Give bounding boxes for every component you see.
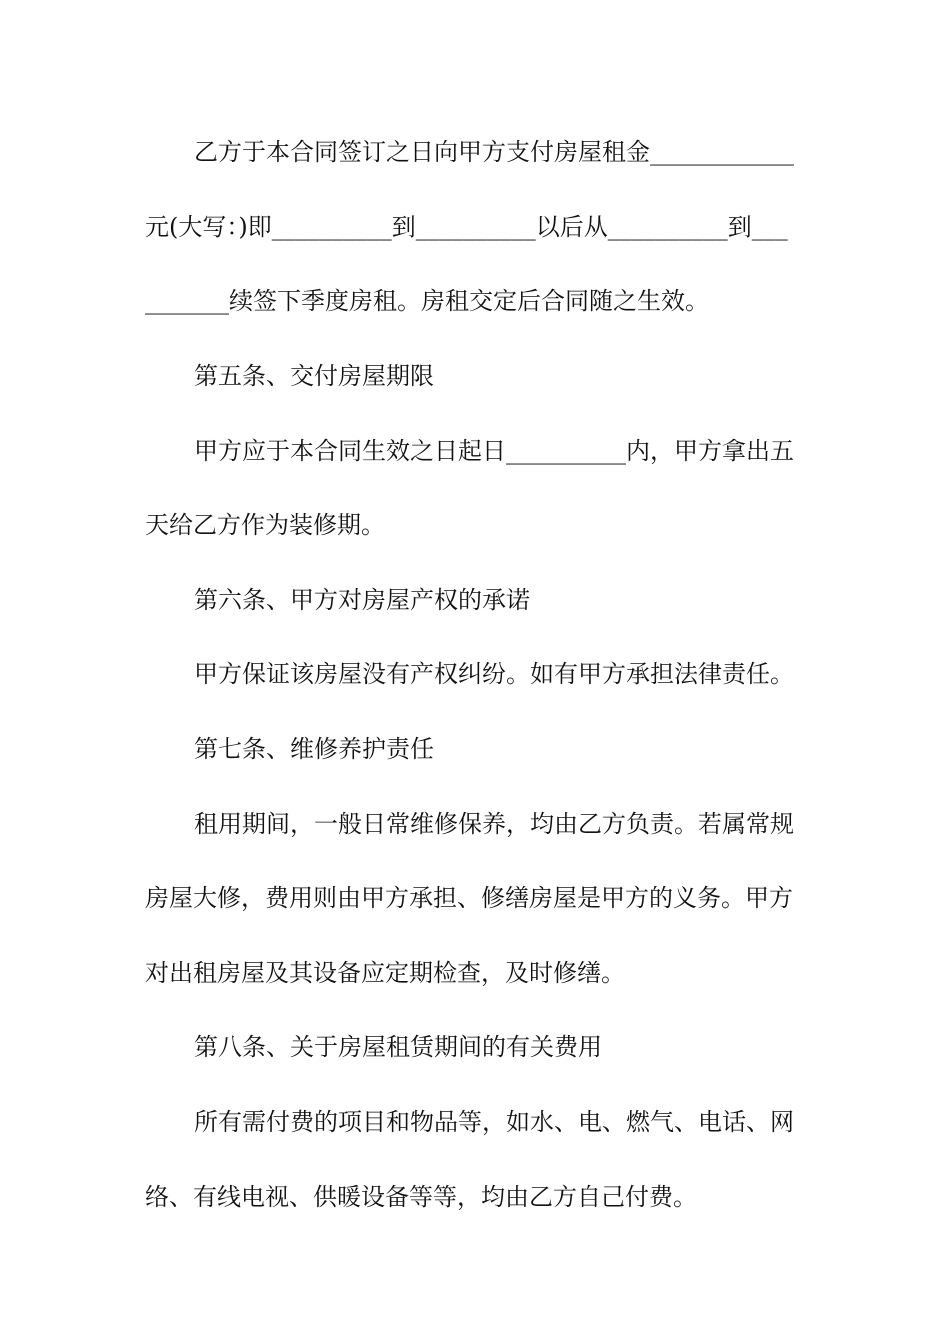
paragraph-line-12: 对出租房屋及其设备应定期检查，及时修缮。 <box>145 959 625 987</box>
paragraph-line-5: 甲方应于本合同生效之日起日__________内，甲方拿出五 <box>194 437 794 465</box>
paragraph-line-11: 房屋大修，费用则由甲方承担、修缮房屋是甲方的义务。甲方 <box>145 884 793 912</box>
paragraph-line-10: 租用期间，一般日常维修保养，均由乙方负责。若属常规 <box>194 810 794 838</box>
section-heading-5: 第五条、交付房屋期限 <box>194 362 434 390</box>
paragraph-line-2: 元(大写：)即__________到__________以后从__________到___ <box>145 213 788 241</box>
section-heading-7: 第七条、维修养护责任 <box>194 735 434 763</box>
paragraph-line-14: 所有需付费的项目和物品等，如水、电、燃气、电话、网 <box>194 1108 794 1136</box>
paragraph-line-8: 甲方保证该房屋没有产权纠纷。如有甲方承担法律责任。 <box>194 660 794 688</box>
section-heading-8: 第八条、关于房屋租赁期间的有关费用 <box>194 1033 602 1061</box>
paragraph-line-15: 络、有线电视、供暖设备等等，均由乙方自己付费。 <box>145 1183 697 1211</box>
paragraph-line-1: 乙方于本合同签订之日向甲方支付房屋租金____________ <box>194 138 794 166</box>
section-heading-6: 第六条、甲方对房屋产权的承诺 <box>194 586 530 614</box>
paragraph-line-3: _______续签下季度房租。房租交定后合同随之生效。 <box>145 287 709 315</box>
paragraph-line-6: 天给乙方作为装修期。 <box>145 511 385 539</box>
